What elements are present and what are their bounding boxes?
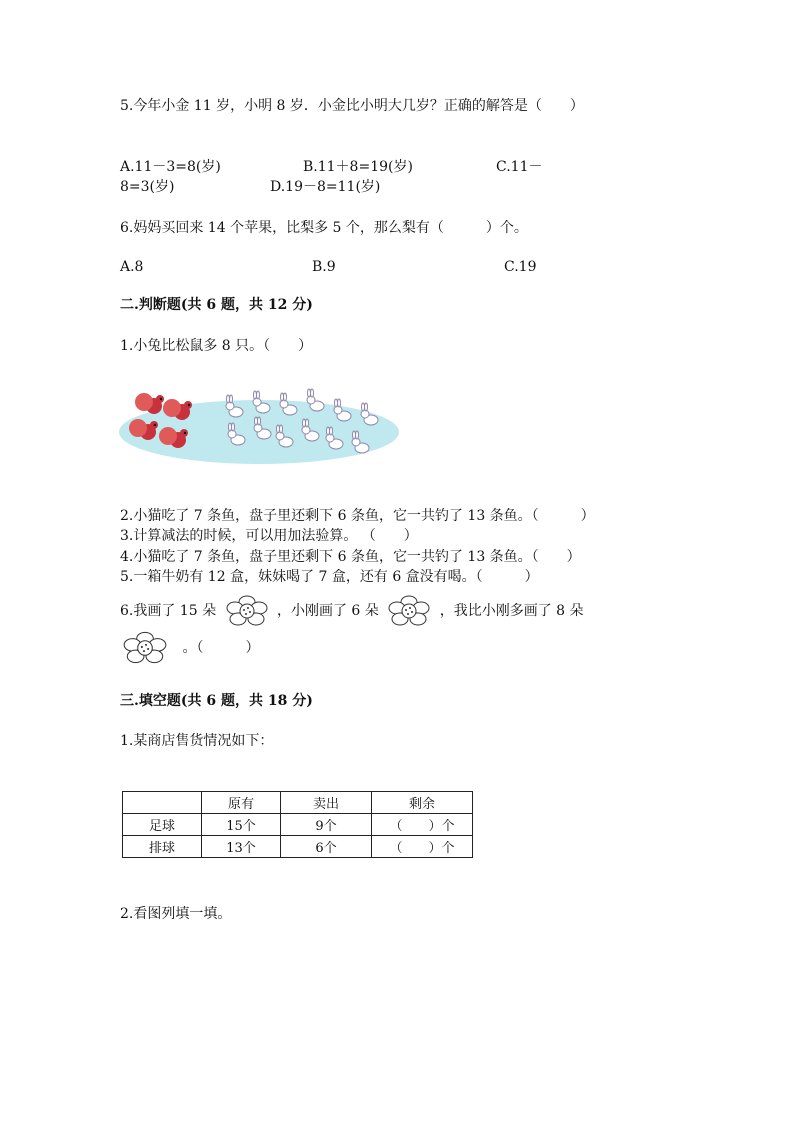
- judge-question-6-text-4: 。（ ）: [182, 640, 260, 656]
- table-cell: （ ）个: [372, 836, 473, 858]
- option-b: B.11＋8=19(岁): [303, 159, 413, 175]
- judge-question-6-end: [120, 628, 259, 668]
- judge-question-1: 1.小兔比松鼠多 8 只。（ ）: [120, 338, 313, 354]
- table-header-cell: 原有: [202, 792, 281, 814]
- judge-question-6-text-1: 6.我画了 15 朵: [120, 603, 217, 619]
- flower-icon: [385, 593, 433, 629]
- judge-question-2: 2.小猫吃了 7 条鱼，盘子里还剩下 6 条鱼，它一共钓了 13 条鱼。（ ）: [120, 508, 595, 524]
- judge-question-3: 3.计算减法的时候，可以用加法验算。 （ ）: [120, 528, 418, 544]
- section-heading-judgement: 二.判断题(共 6 题，共 12 分): [120, 297, 313, 313]
- option-c: C.19: [504, 259, 537, 275]
- option-b: B.9: [312, 259, 336, 275]
- table-header-cell: 卖出: [281, 792, 372, 814]
- table-cell: 9个: [281, 814, 372, 836]
- option-a: A.11－3=8(岁): [120, 159, 221, 175]
- table-row: [123, 836, 473, 858]
- option-c: C.11－: [496, 159, 543, 175]
- fill-question-2: 2.看图列填一填。: [120, 906, 232, 922]
- judge-question-6-text-3: ，我比小刚多画了 8 朵: [439, 603, 584, 619]
- table-cell: 6个: [281, 836, 372, 858]
- option-d: D.19－8=11(岁): [270, 179, 381, 195]
- option-a: A.8: [120, 259, 144, 275]
- table-cell: 15个: [202, 814, 281, 836]
- judge-question-6-text-2: ，小刚画了 6 朵: [276, 603, 379, 619]
- sales-table: [122, 791, 473, 858]
- question-5: 5.今年小金 11 岁，小明 8 岁．小金比小明大几岁？正确的解答是（ ）: [120, 98, 584, 114]
- section-heading-fill: 三.填空题(共 6 题，共 18 分): [120, 693, 313, 709]
- fill-question-1: 1.某商店售货情况如下：: [120, 733, 274, 749]
- table-row: [123, 814, 473, 836]
- question-6: 6.妈妈买回来 14 个苹果，比梨多 5 个，那么梨有（ ）个。: [120, 220, 528, 236]
- table-cell: 足球: [123, 814, 202, 836]
- table-cell: 排球: [123, 836, 202, 858]
- judge-question-5: 5.一箱牛奶有 12 盒，妹妹喝了 7 盒，还有 6 盒没有喝。（ ）: [120, 569, 539, 585]
- table-header-cell: 剩余: [372, 792, 473, 814]
- table-cell: （ ）个: [372, 814, 473, 836]
- flower-icon: [120, 628, 170, 668]
- judge-question-6: [120, 593, 584, 629]
- table-header-row: [123, 792, 473, 814]
- table-header-cell: [123, 792, 202, 814]
- squirrels-rabbits-picture: [118, 384, 400, 466]
- judge-question-4: 4.小猫吃了 7 条鱼，盘子里还剩下 6 条鱼，它一共钓了 13 条鱼。（ ）: [120, 549, 581, 565]
- option-c-continued: 8=3(岁): [120, 179, 175, 195]
- table-cell: 13个: [202, 836, 281, 858]
- flower-icon: [223, 593, 271, 629]
